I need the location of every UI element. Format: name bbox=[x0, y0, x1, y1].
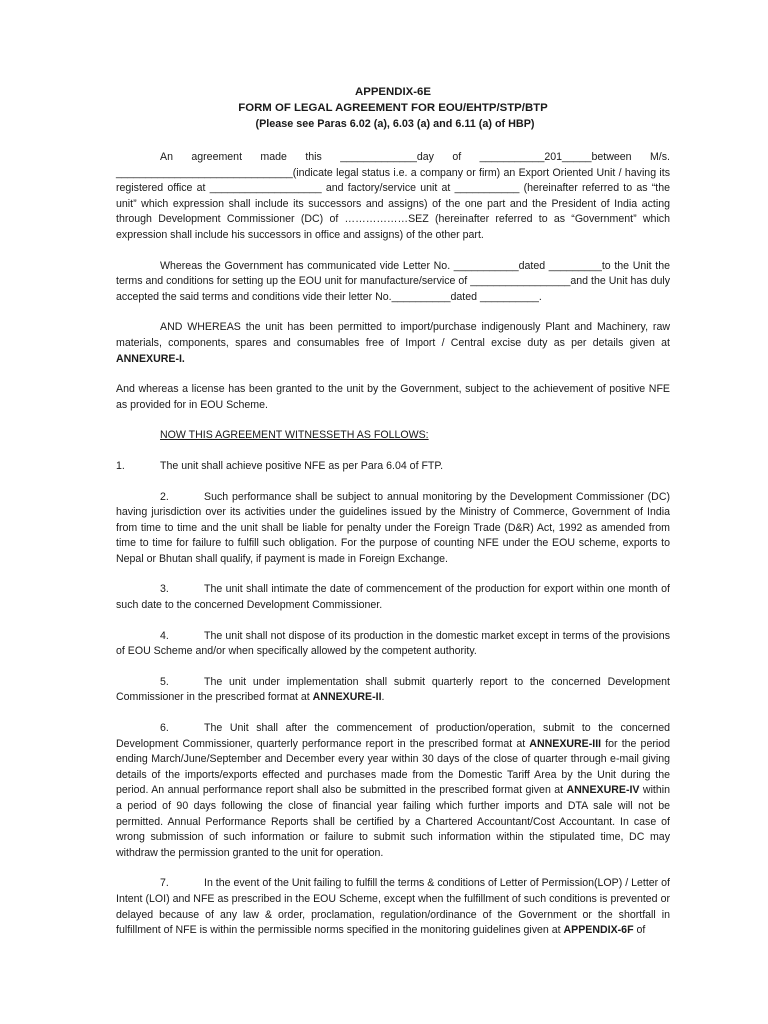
clause-number: 5. bbox=[160, 675, 169, 688]
clause-text: within a period of 90 days following the close of financial year failing which further imports and DTA sale will not be permitted. Annual Performance Reports shall be certified by a Chartered Accountant/Cost Accountant. In case of wrong submission of such information or failure to submit such information within the stipulated time, DC may withdraw the permission granted to the unit for operation. bbox=[116, 784, 670, 859]
clause-text: for the period ending March/June/September and December every year within 30 days of the close of quarter through e-mail giving details of the imports/exports effected and purchases made from the Domestic Tariff Area by the Unit during the period. An annual performance report shall also be submitted in the prescribed format given at bbox=[116, 737, 670, 797]
clause-1 bbox=[116, 459, 670, 475]
clause-7 bbox=[116, 876, 670, 938]
clause-text: The unit shall not dispose of its production in the domestic market except in terms of the provisions of EOU Scheme and/or when specifically allowed by the competent authority. bbox=[116, 629, 670, 658]
clause-text: The unit shall achieve positive NFE as per Para 6.04 of FTP. bbox=[160, 459, 444, 472]
whereas-letter-paragraph: Whereas the Government has communicated vide Letter No. ___________dated _________to the Unit the terms and conditions for setting up the EOU unit for manufacture/service of _________________and the Unit has duly accepted the said terms and conditions vide their letter No.__________dated __________. bbox=[116, 259, 670, 303]
document-body bbox=[116, 84, 670, 954]
appendix-6f-reference: APPENDIX-6F bbox=[563, 924, 634, 937]
annexure-iii-reference: ANNEXURE-III bbox=[529, 737, 602, 750]
form-title: FORM OF LEGAL AGREEMENT FOR EOU/EHTP/STP/BTP bbox=[238, 102, 548, 114]
clause-text: The unit shall intimate the date of commencement of the production for export within one month of such date to the concerned Development Commissioner. bbox=[116, 583, 670, 612]
clause-6 bbox=[116, 721, 670, 861]
clause-tail: of bbox=[633, 924, 646, 937]
clause-number: 6. bbox=[160, 722, 169, 735]
clause-number: 7. bbox=[160, 877, 169, 890]
clause-number: 3. bbox=[160, 583, 169, 596]
appendix-title: APPENDIX-6E bbox=[355, 86, 431, 98]
clause-5 bbox=[116, 675, 670, 706]
and-whereas-text: AND WHEREAS the unit has been permitted to import/purchase indigenously Plant and Machinery, raw materials, components, spares and consumables free of Import / Central excise duty as per details given at bbox=[116, 321, 670, 349]
clause-text: Such performance shall be subject to annual monitoring by the Development Commissioner (DC) having jurisdiction over its activities under the guidelines issued by the Ministry of Commerce, Government of India from time to time and the unit shall be liable for penalty under the Foreign Trade (D&R) Act, 1992 as amended from time to time for failure to fulfill such obligation. For the purpose of counting NFE under the EOU scheme, exports to Nepal or Bhutan shall qualify, if payment is made in Foreign Exchange. bbox=[116, 490, 670, 565]
clause-text: The unit under implementation shall submit quarterly report to the concerned Development Commissioner in the prescribed format at bbox=[116, 675, 670, 704]
clause-number: 2. bbox=[160, 490, 169, 503]
reference-note: (Please see Paras 6.02 (a), 6.03 (a) and 6.11 (a) of HBP) bbox=[255, 118, 535, 130]
clause-number: 1. bbox=[116, 459, 125, 472]
clause-text: In the event of the Unit failing to fulfill the terms & conditions of Letter of Permission(LOP) / Letter of Intent (LOI) and NFE as prescribed in the EOU Scheme, except when the fulfillment of such conditions is prevented or delayed because of any law & order, proclamation, regulation/ordinance of the Government or the shortfall in fulfillment of NFE is within the permissible norms specified in the monitoring guidelines given at bbox=[116, 877, 670, 937]
annexure-iv-reference: ANNEXURE-IV bbox=[566, 784, 640, 797]
clause-2 bbox=[116, 490, 670, 568]
annexure-ii-reference: ANNEXURE-II bbox=[312, 691, 382, 704]
clause-number: 4. bbox=[160, 629, 169, 642]
clause-4 bbox=[116, 629, 670, 660]
annexure-i-reference: ANNEXURE-I. bbox=[116, 352, 185, 365]
clause-tail: . bbox=[381, 691, 385, 704]
agreement-opening-paragraph: An agreement made this _____________day of ___________201_____between M/s. ______________________________(indicate legal status i.e. a company or firm) an Export Oriented Unit / having its registered office at ___________________ and factory/service unit at ___________ (hereinafter referred to as “the unit” which expression shall include its successors and assigns) of the one part and the President of India acting through Development Commissioner (DC) of ………………SEZ (hereinafter referred to as “Government” which expression shall include his successors in office and assigns) of the other part. bbox=[116, 151, 670, 241]
witnesseth-heading: NOW THIS AGREEMENT WITNESSETH AS FOLLOWS: bbox=[160, 429, 429, 442]
clause-text: The Unit shall after the commencement of production/operation, submit to the concerned Development Commissioner, quarterly performance report in the prescribed format at bbox=[116, 722, 670, 750]
and-whereas-import-paragraph bbox=[116, 320, 670, 367]
clause-3 bbox=[116, 582, 670, 613]
license-paragraph: And whereas a license has been granted to the unit by the Government, subject to the achievement of positive NFE as provided for in EOU Scheme. bbox=[116, 383, 670, 411]
